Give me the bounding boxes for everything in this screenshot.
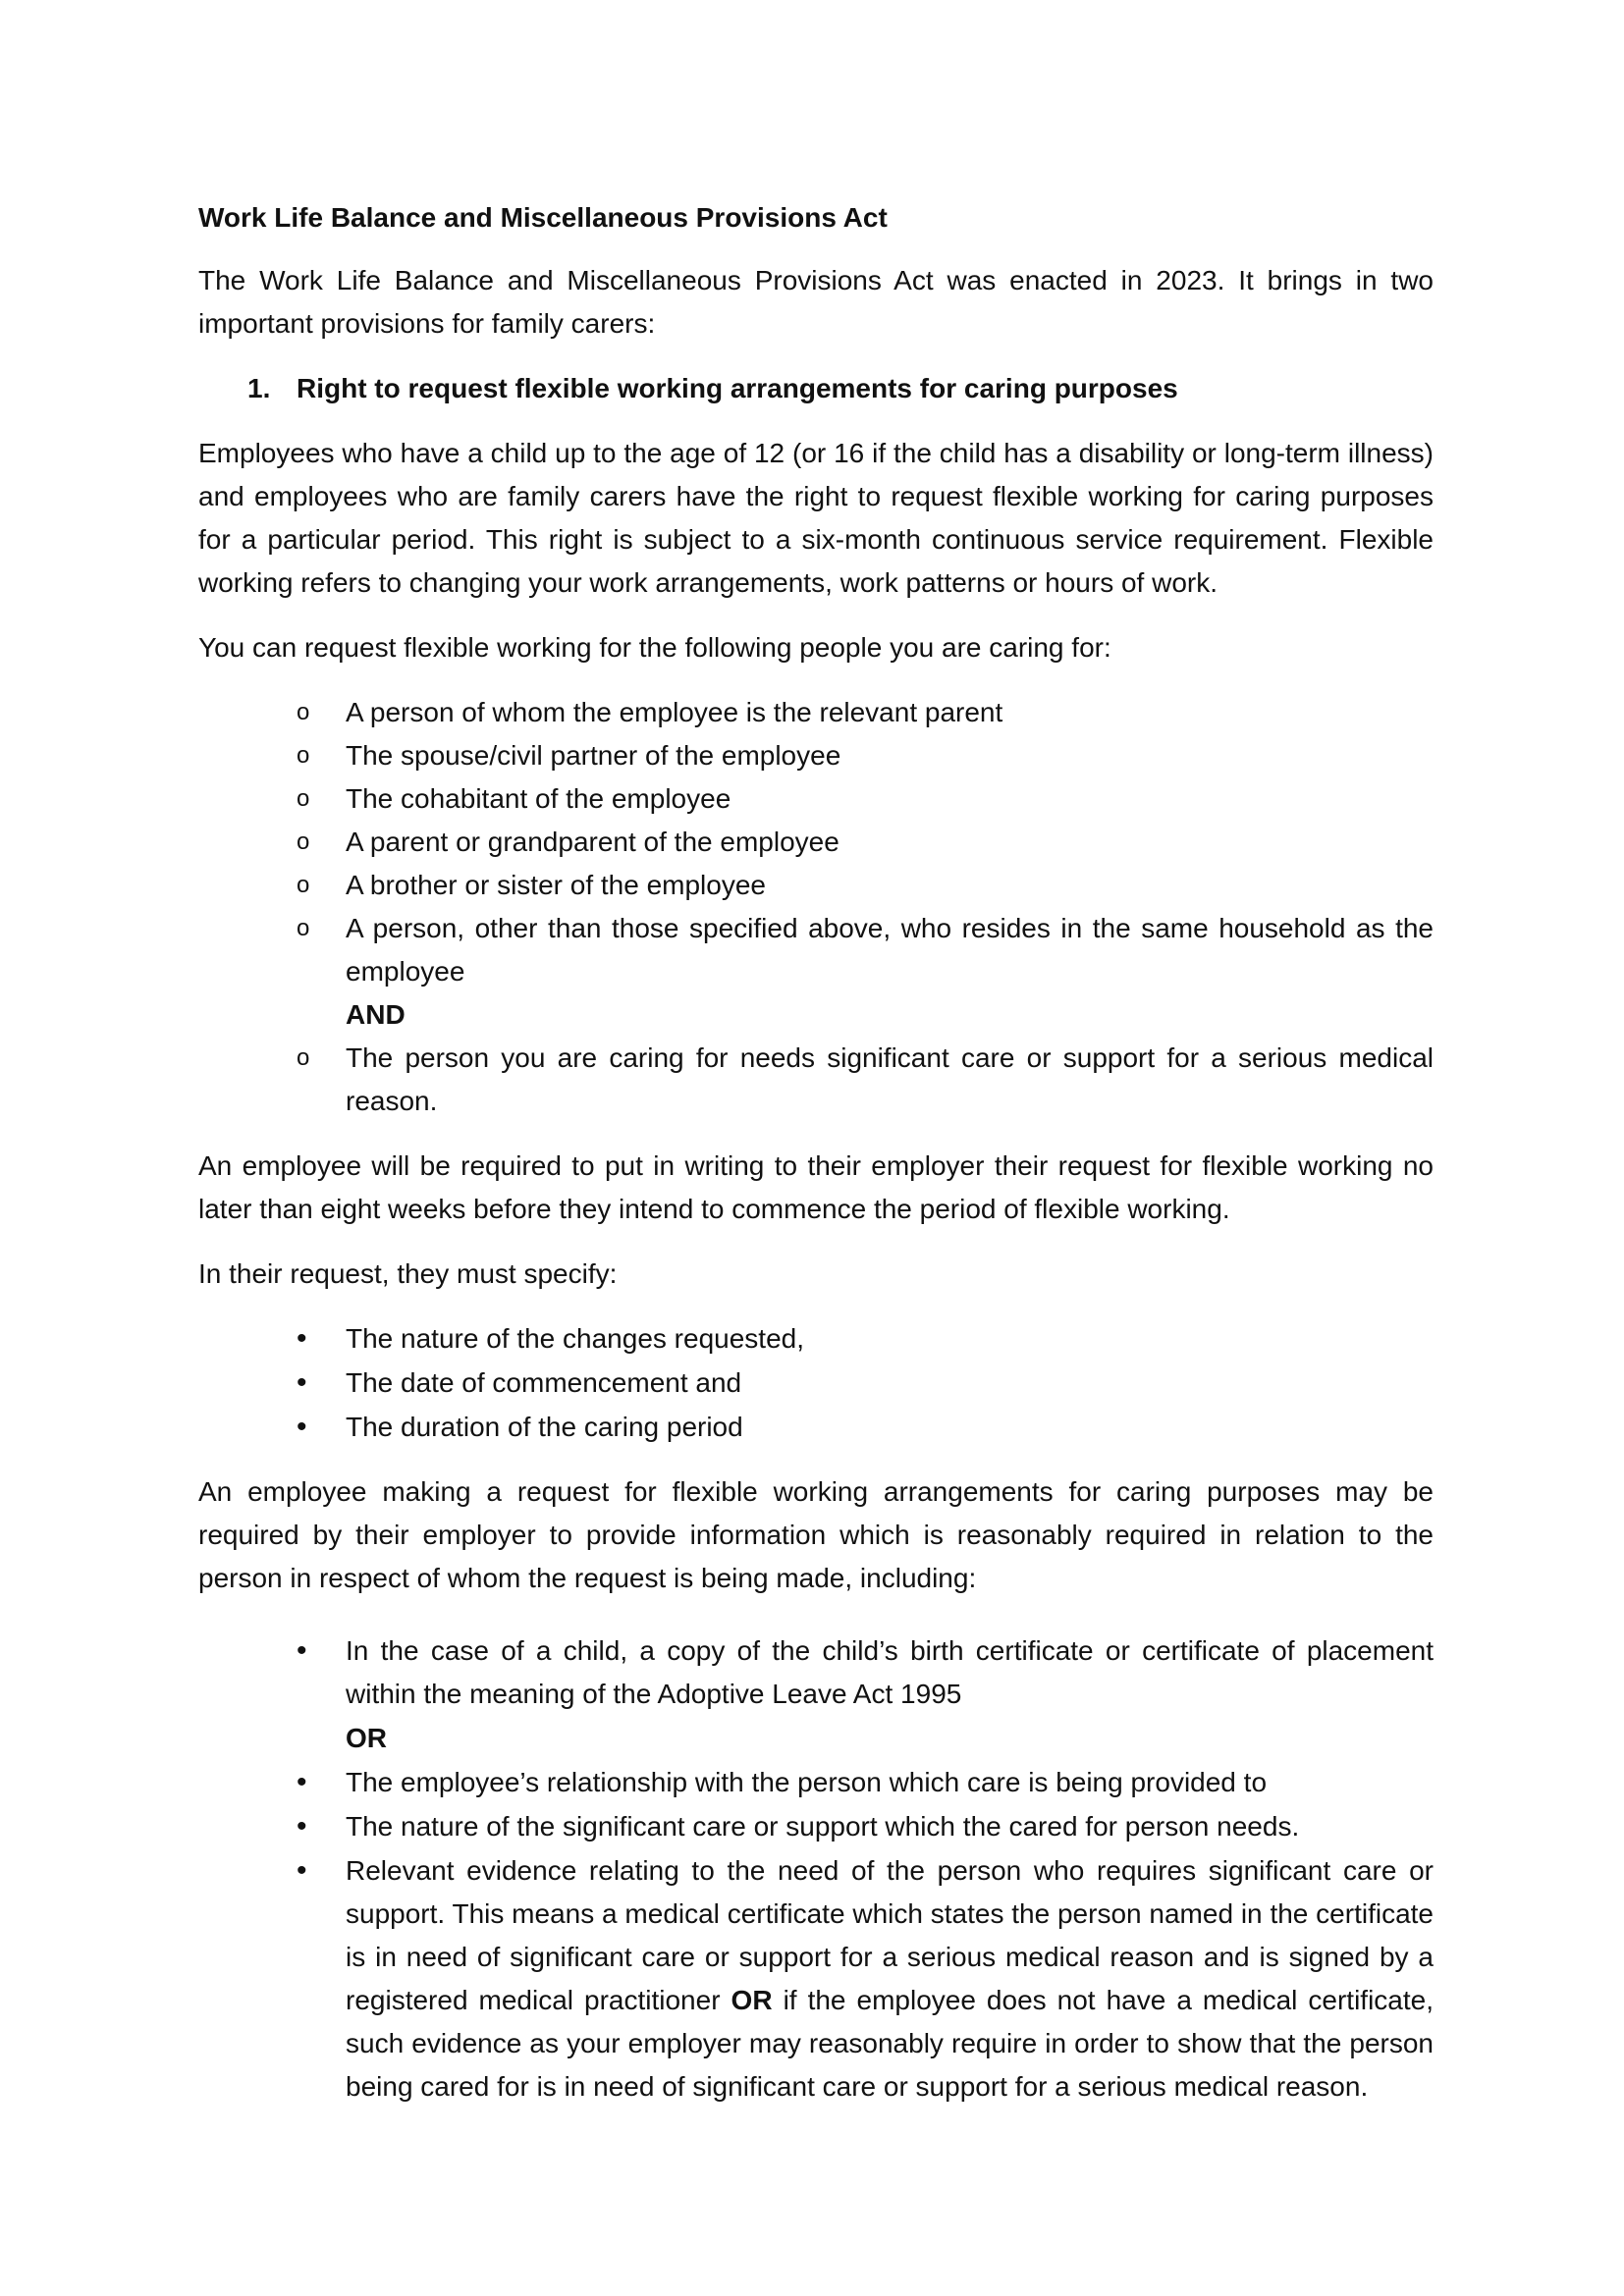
list-item <box>198 1406 1434 1449</box>
list-item-text: A brother or sister of the employee <box>346 870 766 900</box>
list-item <box>198 1037 1434 1123</box>
section-heading-text: Right to request flexible working arrangements for caring purposes <box>297 373 1178 403</box>
writing-paragraph: An employee will be required to put in writing to their employer their request for flexible working no later than eight weeks before they intend to commence the period of flexible working. <box>198 1150 1434 1224</box>
people-intro-paragraph: You can request flexible working for the following people you are caring for: <box>198 632 1111 663</box>
information-list <box>198 1629 1434 2109</box>
list-item-text: The date of commencement and <box>346 1367 742 1398</box>
list-item-text: In the case of a child, a copy of the child’s birth certificate or certificate of placement within the meaning of the Adoptive Leave Act 1995 <box>346 1635 1434 1709</box>
list-item <box>198 777 1434 821</box>
circle-bullet-icon: o <box>297 785 310 812</box>
list-item-text: The cohabitant of the employee <box>346 783 731 814</box>
list-item <box>198 821 1434 864</box>
circle-bullet-icon: o <box>297 828 310 855</box>
circle-bullet-icon: o <box>297 742 310 769</box>
list-item-text: A person, other than those specified above, who resides in the same household as the employee <box>346 913 1434 987</box>
list-item-text: A person of whom the employee is the relevant parent <box>346 697 1003 727</box>
bullet-icon: • <box>297 1322 307 1355</box>
specify-paragraph: In their request, they must specify: <box>198 1258 618 1289</box>
list-item <box>198 1362 1434 1405</box>
list-item <box>198 907 1434 993</box>
bullet-icon: • <box>297 1634 307 1667</box>
bullet-icon: • <box>297 1810 307 1842</box>
document-title: Work Life Balance and Miscellaneous Provisions Act <box>198 202 888 233</box>
circle-bullet-icon: o <box>297 1044 310 1071</box>
list-item-text: The person you are caring for needs significant care or support for a serious medical reason. <box>346 1042 1434 1116</box>
list-item <box>198 1761 1434 1804</box>
and-label: AND <box>346 999 406 1030</box>
circle-bullet-icon: o <box>297 915 310 941</box>
list-item <box>198 734 1434 777</box>
bullet-icon: • <box>297 1366 307 1399</box>
list-item-text: The nature of the significant care or support which the cared for person needs. <box>346 1811 1300 1842</box>
list-item <box>198 1805 1434 1848</box>
list-item-text: A parent or grandparent of the employee <box>346 827 839 857</box>
or-inline-label: OR <box>731 1985 773 2015</box>
employees-paragraph: Employees who have a child up to the age of 12 (or 16 if the child has a disability or long-term illness) and employees who are family carers have the right to request flexible working for caring purposes for a particular period. This right is subject to a six-month continuous service requirement. Flexible working refers to changing your work arrangements, work patterns or hours of work. <box>198 438 1434 598</box>
bullet-icon: • <box>297 1411 307 1443</box>
specify-list <box>198 1317 1434 1449</box>
bullet-icon: • <box>297 1854 307 1887</box>
list-item <box>198 864 1434 907</box>
list-item-text: The spouse/civil partner of the employee <box>346 740 841 771</box>
circle-bullet-icon: o <box>297 872 310 898</box>
intro-paragraph: The Work Life Balance and Miscellaneous Provisions Act was enacted in 2023. It brings in two important provisions for family carers: <box>198 265 1434 339</box>
people-list <box>198 691 1434 1123</box>
list-item-text: The duration of the caring period <box>346 1412 743 1442</box>
list-item-text: The nature of the changes requested, <box>346 1323 804 1354</box>
list-item-text-continued: if the employee does not have a medical certificate, such evidence as your employer may reasonably require in order to show that the person being cared for is in need of significant care or support for a serious medical reason. <box>346 1985 1435 2102</box>
or-label: OR <box>346 1723 387 1753</box>
list-item-text: The employee’s relationship with the person which care is being provided to <box>346 1767 1268 1797</box>
section-1-heading <box>198 367 1434 410</box>
list-item <box>198 691 1434 734</box>
bullet-icon: • <box>297 1766 307 1798</box>
list-item <box>198 1849 1434 2109</box>
list-item <box>198 1317 1434 1361</box>
document-page <box>198 196 1434 2130</box>
list-item-text: Relevant evidence relating to the need of the person who requires significant care or support. This means a medical certificate which states the person named in the certificate is in need of significant care or support for a serious medical reason and is signed by a registered medical practitioner <box>346 1855 1434 2015</box>
list-item <box>198 1629 1434 1716</box>
information-paragraph: An employee making a request for flexible working arrangements for caring purposes may be required by their employer to provide information which is reasonably required in relation to the person in respect of whom the request is being made, including: <box>198 1476 1434 1593</box>
section-number: 1. <box>247 373 271 403</box>
circle-bullet-icon: o <box>297 699 310 725</box>
